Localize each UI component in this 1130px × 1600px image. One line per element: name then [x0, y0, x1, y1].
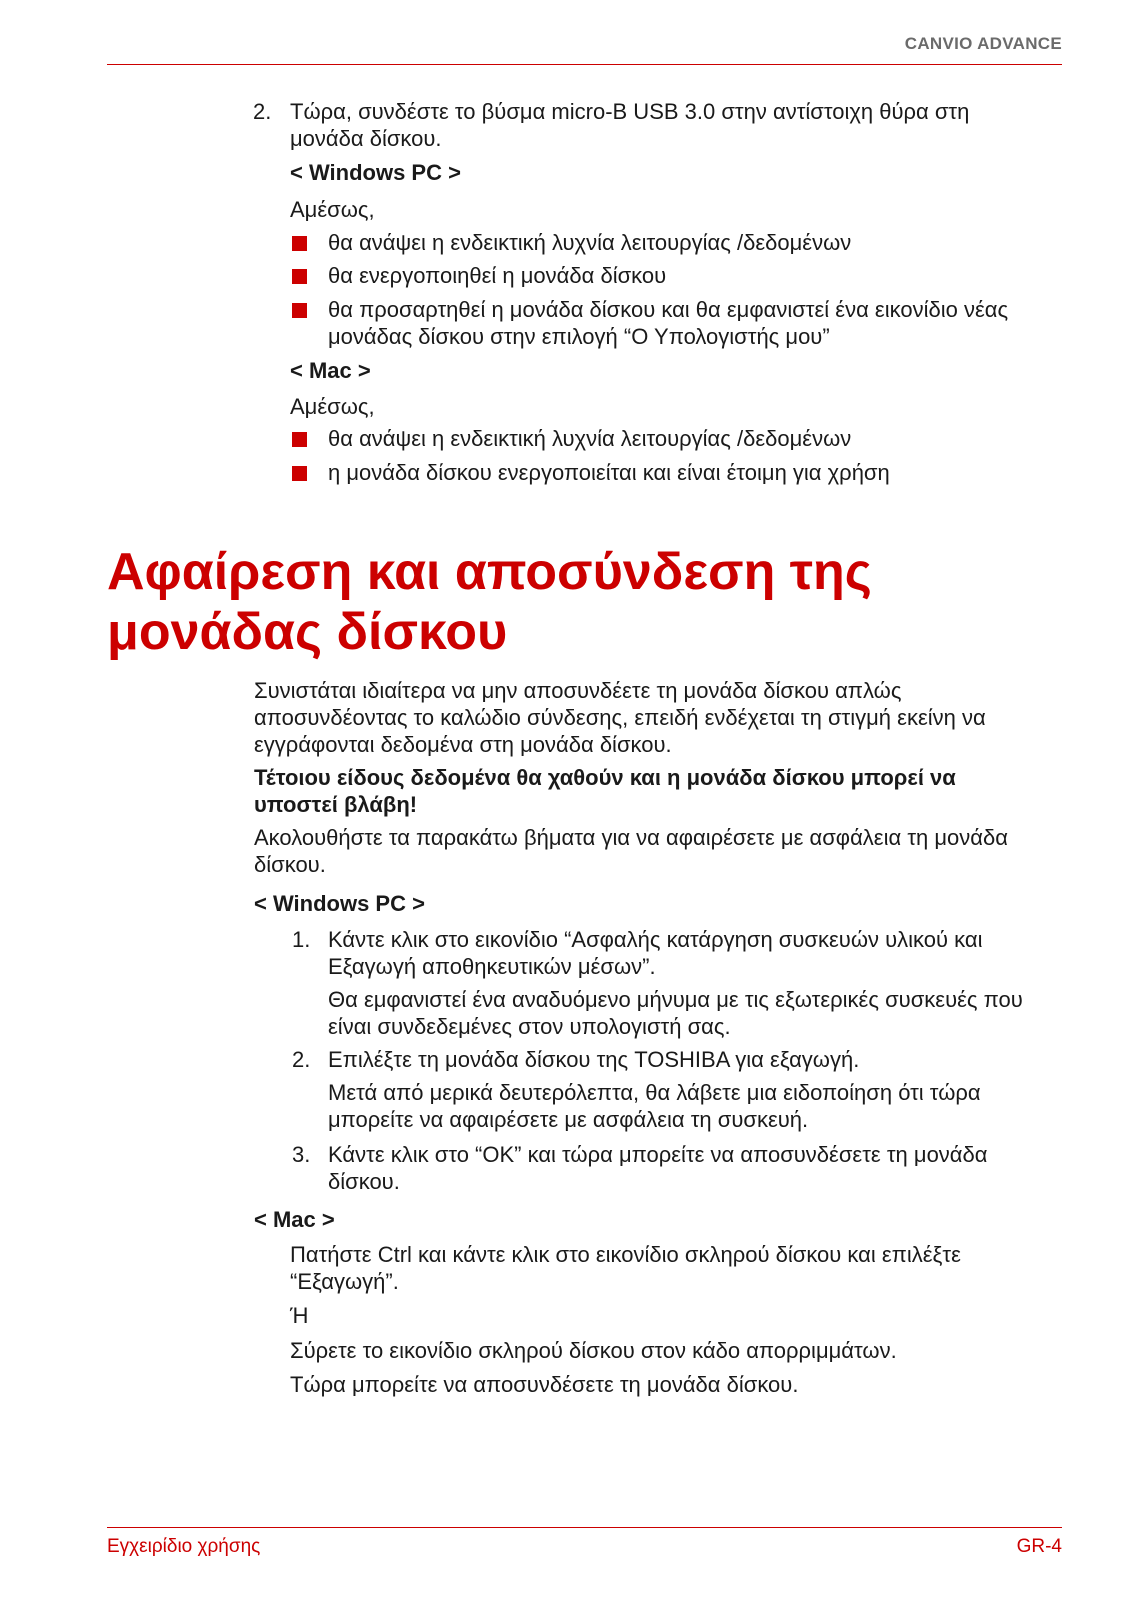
footer-rule: [107, 1527, 1062, 1528]
bullet-square-icon: [292, 236, 307, 251]
intro-paragraph: Συνιστάται ιδιαίτερα να μην αποσυνδέετε τη μονάδα δίσκου απλώς αποσυνδέοντας το καλώδιο σύνδεσης, επειδή ενδέχεται τη στιγμή εκείνη να εγγράφονται δεδομένα στη μονάδα δίσκου.: [254, 678, 986, 757]
follow-paragraph: Ακολουθήστε τα παρακάτω βήματα για να αφαιρέσετε με ασφάλεια τη μονάδα δίσκου.: [254, 825, 1008, 877]
mac-heading: < Mac >: [290, 358, 371, 383]
list-item: θα ανάψει η ενδεικτική λυχνία λειτουργίας /δεδομένων: [328, 230, 852, 255]
mac-instruction: Τώρα μπορείτε να αποσυνδέσετε τη μονάδα δίσκου.: [290, 1372, 799, 1397]
step-text: Κάντε κλικ στο εικονίδιο “Ασφαλής κατάργηση συσκευών υλικού και Εξαγωγή αποθηκευτικών μέσων”.: [328, 927, 983, 979]
list-item: θα προσαρτηθεί η μονάδα δίσκου και θα εμφανιστεί ένα εικονίδιο νέας μονάδας δίσκου στην επιλογή “Ο Υπολογιστής μου”: [328, 297, 1009, 349]
step-number: 2.: [292, 1047, 311, 1072]
header-rule: [107, 64, 1062, 65]
page-number: GR-4: [1016, 1536, 1062, 1557]
footer-title: Εγχειρίδιο χρήσης: [107, 1536, 261, 1557]
mac-instruction: Πατήστε Ctrl και κάντε κλικ στο εικονίδιο σκληρού δίσκου και επιλέξτε “Εξαγωγή”.: [290, 1242, 961, 1294]
list-item: η μονάδα δίσκου ενεργοποιείται και είναι έτοιμη για χρήση: [328, 460, 890, 485]
step-number: 3.: [292, 1142, 311, 1167]
step-number: 1.: [292, 927, 311, 952]
step-text: Επιλέξτε τη μονάδα δίσκου της TOSHIBA για εξαγωγή.: [328, 1047, 860, 1072]
step-text: Τώρα, συνδέστε το βύσμα micro-B USB 3.0 στην αντίστοιχη θύρα στη μονάδα δίσκου.: [290, 99, 970, 151]
windows-heading: < Windows PC >: [290, 160, 461, 185]
bullet-square-icon: [292, 466, 307, 481]
bullet-square-icon: [292, 269, 307, 284]
mac-or: Ή: [290, 1303, 309, 1328]
bullet-square-icon: [292, 432, 307, 447]
list-item: θα ενεργοποιηθεί η μονάδα δίσκου: [328, 263, 667, 288]
list-item: θα ανάψει η ενδεικτική λυχνία λειτουργίας /δεδομένων: [328, 426, 852, 451]
header-brand: CANVIO ADVANCE: [904, 34, 1062, 53]
mac-instruction: Σύρετε το εικονίδιο σκληρού δίσκου στον κάδο απορριμμάτων.: [290, 1338, 897, 1363]
bullet-square-icon: [292, 303, 307, 318]
step-note: Μετά από μερικά δευτερόλεπτα, θα λάβετε μια ειδοποίηση ότι τώρα μπορείτε να αφαιρέσετε με ασφάλεια τη συσκευή.: [328, 1080, 981, 1132]
mac-heading: < Mac >: [254, 1207, 335, 1232]
windows-intro: Αμέσως,: [290, 197, 375, 222]
step-note: Θα εμφανιστεί ένα αναδυόμενο μήνυμα με τις εξωτερικές συσκευές που είναι συνδεδεμένες στον υπολογιστή σας.: [328, 987, 1023, 1039]
windows-heading: < Windows PC >: [254, 891, 425, 916]
mac-intro: Αμέσως,: [290, 394, 375, 419]
step-number: 2.: [253, 99, 272, 124]
warning-paragraph: Τέτοιου είδους δεδομένα θα χαθούν και η μονάδα δίσκου μπορεί να υποστεί βλάβη!: [254, 765, 956, 817]
section-title: Αφαίρεση και αποσύνδεση της μονάδας δίσκου: [107, 543, 872, 661]
step-text: Κάντε κλικ στο “OK” και τώρα μπορείτε να αποσυνδέσετε τη μονάδα δίσκου.: [328, 1142, 988, 1194]
